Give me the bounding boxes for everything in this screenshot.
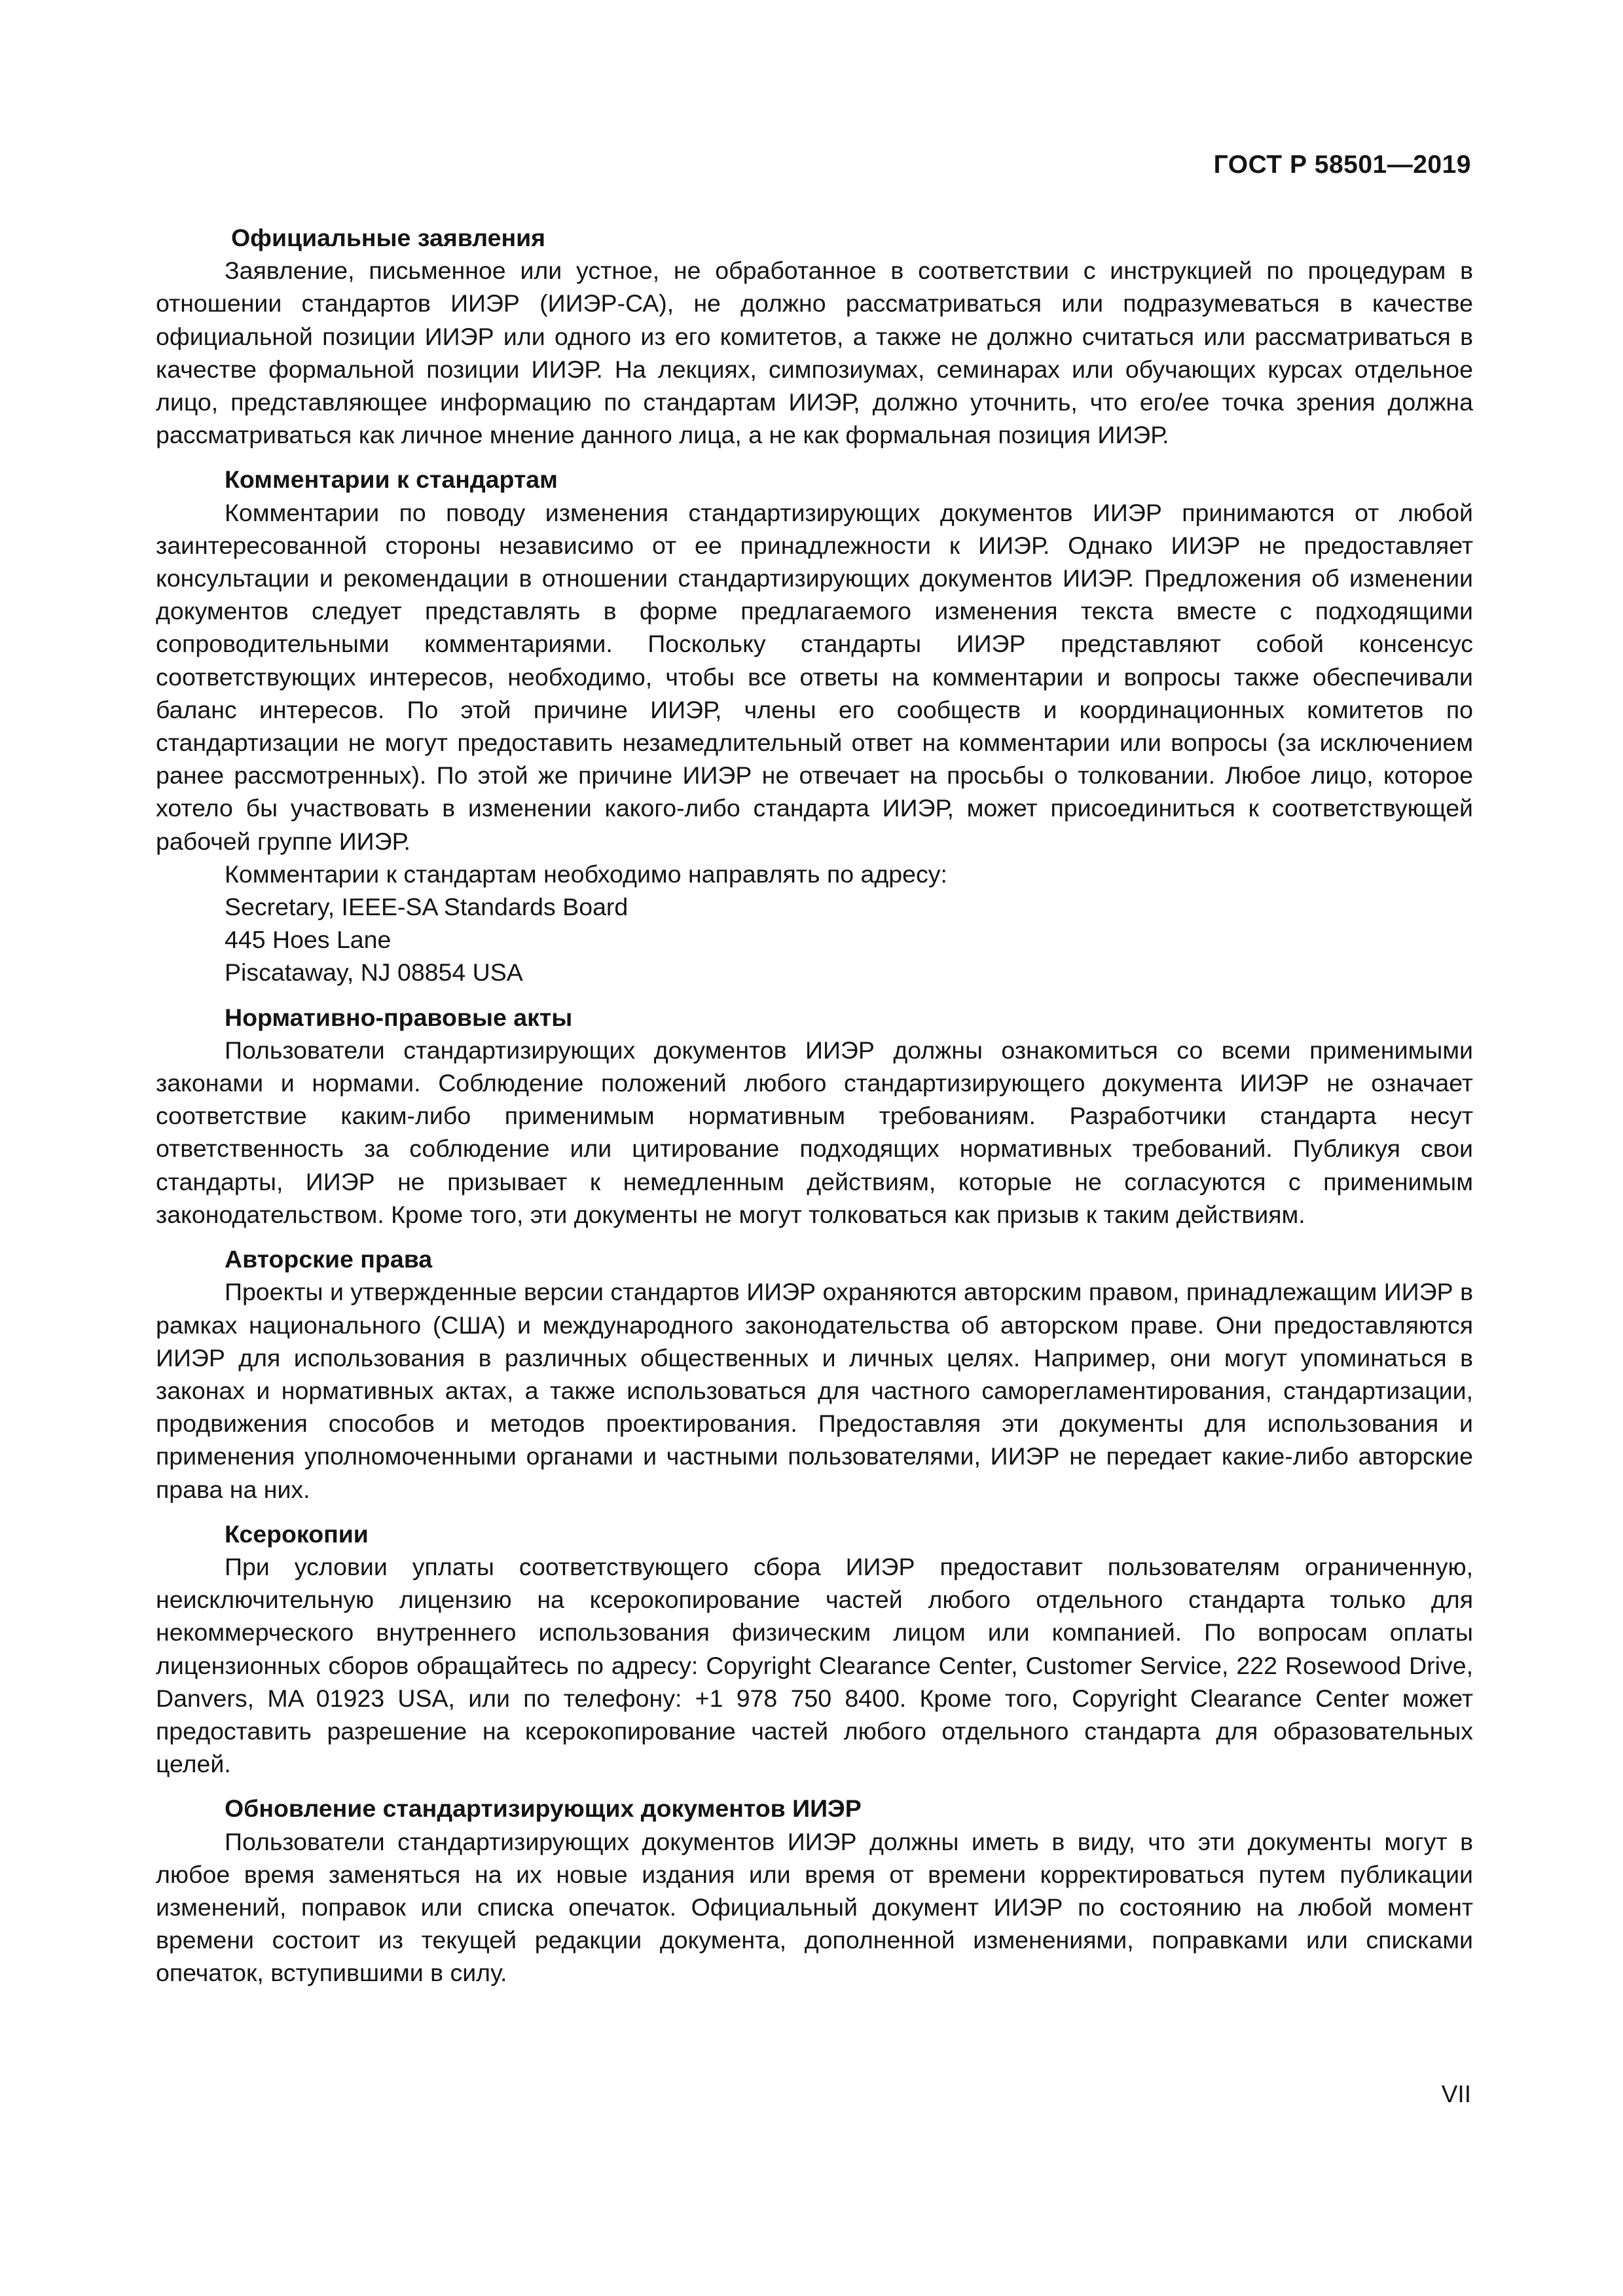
address-line: Piscataway, NJ 08854 USA: [225, 958, 523, 987]
section-heading: Нормативно-правовые акты: [225, 1003, 573, 1031]
section-heading: Ксерокопии: [225, 1520, 369, 1548]
section-paragraph: Комментарии по поводу изменения стандартизирующих документов ИИЭР принимаются от любой заинтересованной стороны независимо от ее принадлежности к ИИЭР. Однако ИИЭР не предоставляет консультации и рекомендации в отношении стандартизирующих документов ИИЭР. Предложения об изменении документов следует представлять в форме предлагаемого изменения текста вместе с подходящими сопроводительными комментариями. Поскольку стандарты ИИЭР представляют собой консенсус соответствующих интересов, необходимо, чтобы все ответы на комментарии и вопросы также обеспечивали баланс интересов. По этой причине ИИЭР, члены его сообществ и координационных комитетов по стандартизации не могут предоставить незамедлительный ответ на комментарии или вопросы (за исключением ранее рассмотренных). По этой же причине ИИЭР не отвечает на просьбы о толковании. Любое лицо, которое хотело бы участвовать в изменении какого-либо стандарта ИИЭР, может присоединиться к соответствующей рабочей группе ИИЭР.: [156, 498, 1473, 855]
section-heading: Комментарии к стандартам: [225, 465, 558, 494]
section-photocopies: [156, 1518, 1473, 1781]
section-heading: Обновление стандартизирующих документов ИИЭР: [225, 1795, 862, 1823]
section-heading: Авторские права: [225, 1245, 433, 1273]
section-official-statements: [156, 221, 1473, 451]
section-paragraph: Пользователи стандартизирующих документов ИИЭР должны иметь в виду, что эти документы могут в любое время заменяться на их новые издания или время от времени корректироваться путем публикации изменений, поправок или списка опечаток. Официальный документ ИИЭР по состоянию на любой момент времени состоит из текущей редакции документа, дополненной изменениями, поправками или списками опечаток, вступившими в силу.: [156, 1827, 1473, 1987]
section-paragraph: Заявление, письменное или устное, не обработанное в соответствии с инструкцией по процедурам в отношении стандартов ИИЭР (ИИЭР-СА), не должно рассматриваться или подразумеваться в качестве официальной позиции ИИЭР или одного из его комитетов, а также не должно считаться или рассматриваться в качестве формальной позиции ИИЭР. На лекциях, симпозиумах, семинарах или обучающих курсах отдельное лицо, представляющее информацию по стандартам ИИЭР, должно уточнить, что его/ее точка зрения должна рассматриваться как личное мнение данного лица, а не как формальная позиция ИИЭР.: [156, 257, 1473, 449]
section-laws-and-regulations: [156, 1001, 1473, 1231]
section-comments-on-standards: [156, 463, 1473, 989]
section-heading: Официальные заявления: [231, 224, 546, 251]
page-body: [156, 221, 1473, 1990]
address-line: 445 Hoes Lane: [225, 926, 392, 954]
page-number: VII: [1441, 2081, 1471, 2107]
section-copyrights: [156, 1243, 1473, 1506]
section-updating-documents: [156, 1792, 1473, 1989]
section-paragraph: При условии уплаты соответствующего сбора ИИЭР предоставит пользователям ограниченную, неисключительную лицензию на ксерокопирование частей любого отдельного стандарта только для некоммерческого внутреннего использования физическим лицом или компанией. По вопросам оплаты лицензионных сборов обращайтесь по адресу: Copyright Clearance Center, Customer Service, 222 Rosewood Drive, Danvers, MA 01923 USA, или по телефону: +1 978 750 8400. Кроме того, Copyright Clearance Center может предоставить разрешение на ксерокопирование частей любого отдельного стандарта для образовательных целей.: [156, 1552, 1473, 1778]
address-intro: Комментарии к стандартам необходимо направлять по адресу:: [225, 860, 947, 888]
document-number: ГОСТ Р 58501—2019: [1213, 151, 1471, 179]
section-paragraph: Проекты и утвержденные версии стандартов ИИЭР охраняются авторским правом, принадлежащим ИИЭР в рамках национального (США) и международного законодательства об авторском праве. Они предоставляются ИИЭР для использования в различных общественных и личных целях. Например, они могут упоминаться в законах и нормативных актах, а также использоваться для частного саморегламентирования, стандартизации, продвижения способов и методов проектирования. Предоставляя эти документы для использования и применения уполномоченными органами и частными пользователями, ИИЭР не передает какие-либо авторские права на них.: [156, 1278, 1473, 1503]
address-line: Secretary, IEEE-SA Standards Board: [225, 893, 629, 921]
section-paragraph: Пользователи стандартизирующих документов ИИЭР должны ознакомиться со всеми применимыми законами и нормами. Соблюдение положений любого стандартизирующего документа ИИЭР не означает соответствие каким-либо применимым нормативным требованиям. Разработчики стандарта несут ответственность за соблюдение или цитирование подходящих нормативных требований. Публикуя свои стандарты, ИИЭР не призывает к немедленным действиям, которые не согласуются с применимым законодательством. Кроме того, эти документы не могут толковаться как призыв к таким действиям.: [156, 1036, 1473, 1228]
